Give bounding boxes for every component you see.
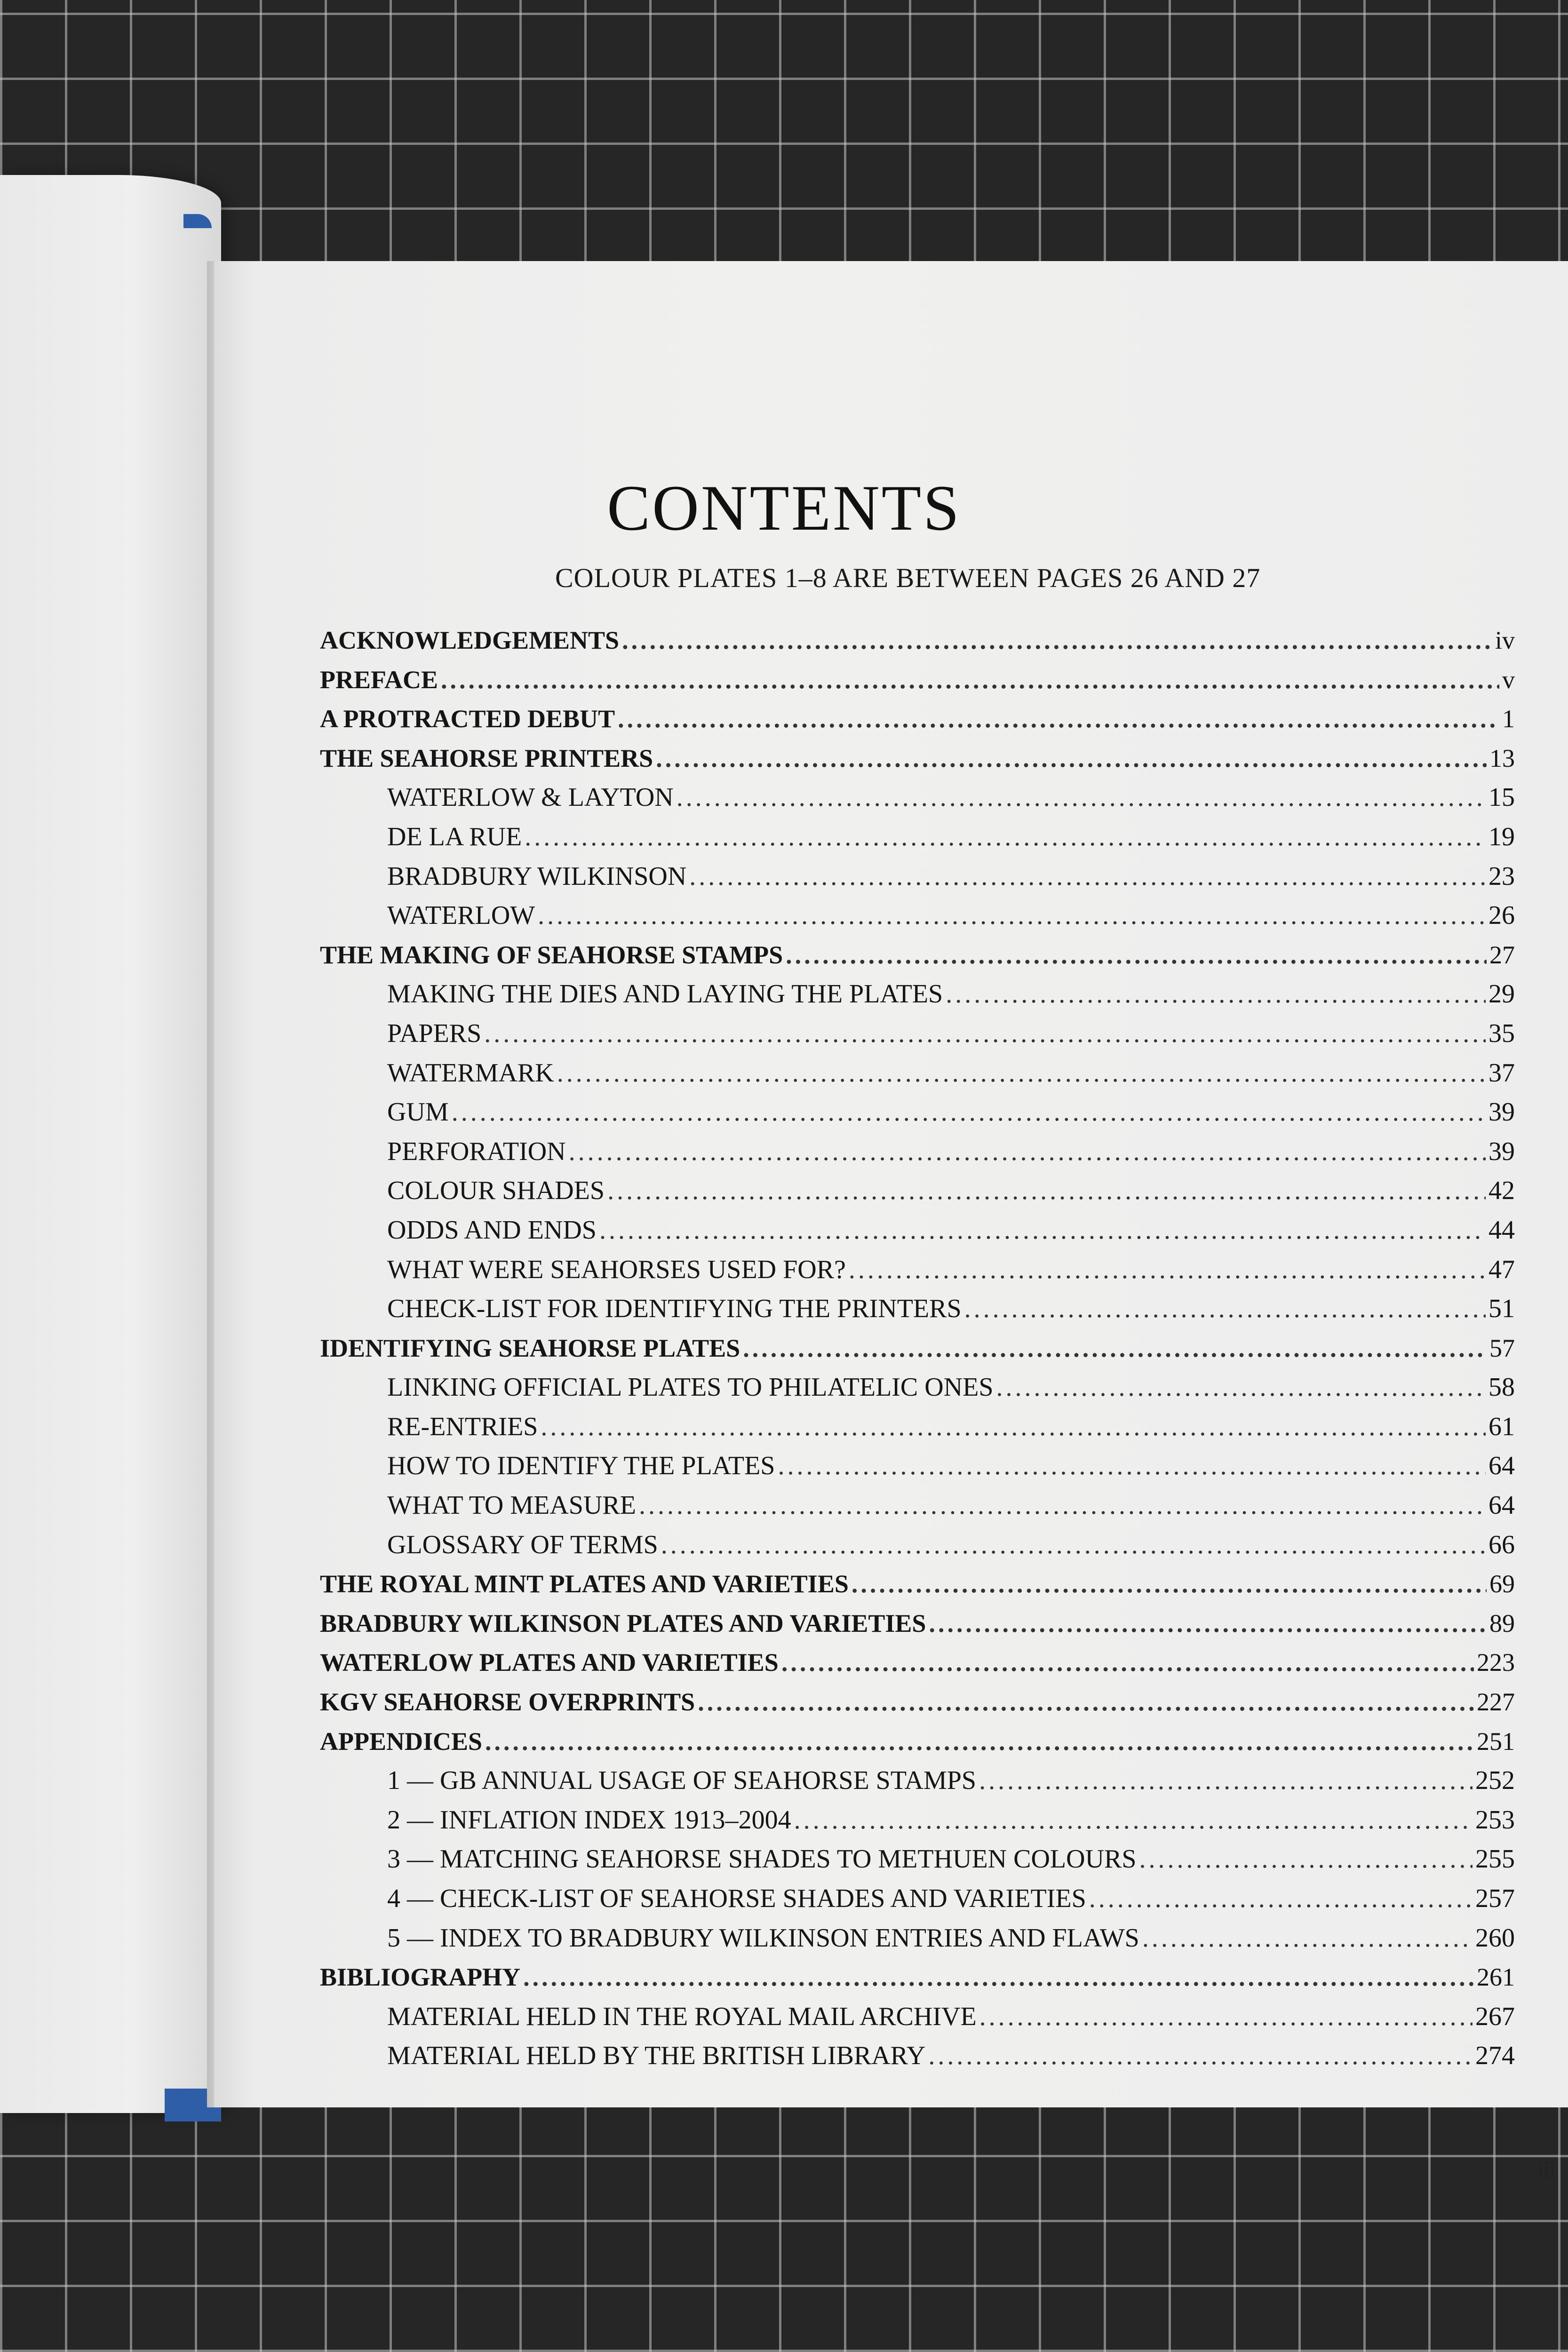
toc-entry-page: 44: [1488, 1215, 1515, 1245]
toc-entry: [320, 1604, 1515, 1644]
colour-plates-note: COLOUR PLATES 1–8 ARE BETWEEN PAGES 26 AND 27: [555, 563, 1261, 593]
dot-leader: [622, 621, 1492, 660]
toc-entry: [320, 1722, 1515, 1762]
dot-leader: [656, 739, 1487, 779]
dot-leader: [569, 1132, 1486, 1172]
toc-entry: [320, 1840, 1515, 1879]
toc-entry-label: WHAT TO MEASURE: [387, 1491, 636, 1520]
dot-leader: [541, 1407, 1486, 1447]
toc-entry: [320, 1014, 1515, 1054]
dot-leader: [849, 1250, 1486, 1290]
toc-entry-label: PERFORATION: [387, 1136, 566, 1166]
toc-entry-label: A PROTRACTED DEBUT: [320, 705, 615, 733]
toc-entry: [320, 1054, 1515, 1093]
toc-entry-page: 47: [1488, 1255, 1515, 1284]
dot-leader: [794, 1801, 1472, 1840]
toc-entry: [320, 1211, 1515, 1250]
dot-leader: [689, 857, 1486, 897]
toc-entry-label: WATERLOW & LAYTON: [387, 783, 674, 812]
toc-entry: [320, 1171, 1515, 1211]
dot-leader: [441, 660, 1499, 700]
toc-entry-label: THE MAKING OF SEAHORSE STAMPS: [320, 940, 783, 969]
toc-entry-page: 69: [1489, 1570, 1515, 1598]
toc-entry: [320, 1997, 1515, 2037]
toc-entry-label: 2 — INFLATION INDEX 1913–2004: [387, 1805, 791, 1835]
toc-entry-label: GLOSSARY OF TERMS: [387, 1530, 658, 1559]
toc-entry-page: 89: [1489, 1609, 1515, 1637]
toc-entry-label: WATERMARK: [387, 1058, 554, 1088]
toc-entry-page: 1: [1502, 705, 1515, 733]
toc-entry: [320, 1446, 1515, 1486]
toc-entry-label: KGV SEAHORSE OVERPRINTS: [320, 1688, 695, 1716]
page-title: CONTENTS: [607, 472, 961, 544]
toc-entry: [320, 621, 1515, 660]
toc-entry-label: 1 — GB ANNUAL USAGE OF SEAHORSE STAMPS: [387, 1766, 977, 1796]
dot-leader: [639, 1486, 1486, 1526]
toc-entry-page: 37: [1488, 1058, 1515, 1088]
toc-entry-page: 227: [1477, 1688, 1515, 1716]
toc-entry: [320, 975, 1515, 1014]
toc-entry-label: BIBLIOGRAPHY: [320, 1963, 521, 1992]
dot-leader: [607, 1171, 1486, 1211]
toc-entry-page: iv: [1495, 626, 1515, 654]
dot-leader: [484, 1014, 1486, 1054]
toc-entry-page: 223: [1477, 1648, 1515, 1677]
toc-entry-page: 29: [1488, 979, 1515, 1009]
dot-leader: [538, 896, 1486, 936]
toc-entry-page: 39: [1488, 1136, 1515, 1166]
toc-entry: [320, 1958, 1515, 1997]
toc-entry-label: HOW TO IDENTIFY THE PLATES: [387, 1451, 775, 1481]
toc-entry-label: LINKING OFFICIAL PLATES TO PHILATELIC ONES: [387, 1373, 994, 1402]
toc-entry: [320, 1761, 1515, 1801]
toc-entry-label: IDENTIFYING SEAHORSE PLATES: [320, 1334, 740, 1362]
toc-entry: [320, 857, 1515, 897]
toc-entry-label: THE SEAHORSE PRINTERS: [320, 744, 653, 772]
dot-leader: [525, 818, 1486, 857]
dot-leader: [452, 1093, 1486, 1132]
toc-entry-page: 57: [1489, 1334, 1515, 1362]
toc-entry: [320, 778, 1515, 818]
toc-entry-page: 261: [1477, 1963, 1515, 1992]
dot-leader: [979, 1761, 1472, 1801]
toc-entry-page: v: [1502, 665, 1515, 694]
toc-entry-label: ODDS AND ENDS: [387, 1215, 597, 1245]
toc-entry-label: ACKNOWLEDGEMENTS: [320, 626, 620, 654]
toc-entry-page: 253: [1475, 1805, 1515, 1835]
toc-entry-page: 66: [1488, 1530, 1515, 1559]
toc-entry-label: COLOUR SHADES: [387, 1176, 605, 1206]
toc-entry-label: MATERIAL HELD BY THE BRITISH LIBRARY: [387, 2041, 926, 2071]
toc-entry: [320, 1565, 1515, 1604]
dot-leader: [946, 975, 1486, 1014]
toc-entry-page: 13: [1489, 744, 1515, 772]
toc-entry-page: 61: [1488, 1412, 1515, 1441]
toc-entry-page: 39: [1488, 1097, 1515, 1127]
dot-leader: [557, 1054, 1486, 1093]
toc-entry: [320, 2036, 1515, 2076]
toc-entry: [320, 739, 1515, 779]
dot-leader: [781, 1643, 1474, 1683]
toc-entry: [320, 1643, 1515, 1683]
toc-entry-page: 267: [1475, 2002, 1515, 2031]
toc-entry-page: 255: [1475, 1844, 1515, 1874]
dot-leader: [677, 778, 1486, 818]
toc-entry-label: MAKING THE DIES AND LAYING THE PLATES: [387, 979, 943, 1009]
toc-entry-page: 252: [1475, 1766, 1515, 1796]
toc-entry: [320, 1801, 1515, 1840]
dot-leader: [778, 1446, 1486, 1486]
dot-leader: [852, 1565, 1487, 1604]
toc-entry-label: MATERIAL HELD IN THE ROYAL MAIL ARCHIVE: [387, 2002, 977, 2031]
dot-leader: [523, 1958, 1474, 1997]
toc-entry: [320, 1132, 1515, 1172]
toc-entry-page: 58: [1488, 1373, 1515, 1402]
toc-entry: [320, 1486, 1515, 1526]
toc-entry-label: PAPERS: [387, 1018, 482, 1048]
toc-entry: [320, 896, 1515, 936]
dot-leader: [786, 936, 1487, 975]
toc-entry-page: 51: [1488, 1294, 1515, 1324]
dot-leader: [661, 1526, 1486, 1565]
toc-entry-page: 257: [1475, 1884, 1515, 1913]
toc-entry: [320, 1250, 1515, 1290]
dot-leader: [698, 1683, 1474, 1722]
dot-leader: [743, 1329, 1487, 1368]
toc-entry-page: 26: [1488, 901, 1515, 930]
toc-entry: [320, 936, 1515, 975]
dot-leader: [928, 2036, 1472, 2076]
toc-entry: [320, 1368, 1515, 1407]
dot-leader: [964, 1289, 1486, 1329]
toc-entry-label: THE ROYAL MINT PLATES AND VARIETIES: [320, 1570, 849, 1598]
dot-leader: [1142, 1919, 1472, 1958]
dot-leader: [929, 1604, 1487, 1644]
toc-entry: [320, 1093, 1515, 1132]
toc-entry: [320, 818, 1515, 857]
toc-entry-page: 64: [1488, 1491, 1515, 1520]
dot-leader: [979, 1997, 1472, 2037]
toc-entry-label: BRADBURY WILKINSON: [387, 861, 687, 891]
toc-entry-page: 27: [1489, 940, 1515, 969]
page-number: iii: [1537, 2157, 1556, 2181]
toc-entry-page: 251: [1477, 1727, 1515, 1756]
toc-entry: [320, 1289, 1515, 1329]
toc-entry-label: RE-ENTRIES: [387, 1412, 538, 1441]
table-of-contents: [320, 621, 1515, 2076]
toc-entry: [320, 1919, 1515, 1958]
dot-leader: [996, 1368, 1486, 1407]
dot-leader: [485, 1722, 1474, 1762]
toc-entry-label: WHAT WERE SEAHORSES USED FOR?: [387, 1255, 846, 1284]
toc-entry-page: 260: [1475, 1923, 1515, 1953]
toc-entry: [320, 1407, 1515, 1447]
toc-entry-label: 4 — CHECK-LIST OF SEAHORSE SHADES AND VARIETIES: [387, 1884, 1086, 1913]
toc-entry-label: BRADBURY WILKINSON PLATES AND VARIETIES: [320, 1609, 926, 1637]
toc-entry-label: 3 — MATCHING SEAHORSE SHADES TO METHUEN COLOURS: [387, 1844, 1137, 1874]
toc-entry-page: 274: [1475, 2041, 1515, 2071]
toc-entry-label: GUM: [387, 1097, 449, 1127]
toc-entry-page: 35: [1488, 1018, 1515, 1048]
toc-entry: [320, 1683, 1515, 1722]
toc-entry-label: CHECK-LIST FOR IDENTIFYING THE PRINTERS: [387, 1294, 962, 1324]
toc-entry-label: 5 — INDEX TO BRADBURY WILKINSON ENTRIES AND FLAWS: [387, 1923, 1139, 1953]
toc-entry-page: 23: [1488, 861, 1515, 891]
toc-entry-page: 19: [1488, 822, 1515, 851]
toc-entry: [320, 1879, 1515, 1919]
toc-entry-page: 42: [1488, 1176, 1515, 1206]
toc-entry: [320, 1526, 1515, 1565]
dot-leader: [1089, 1879, 1472, 1919]
toc-entry: [320, 660, 1515, 700]
dot-leader: [599, 1211, 1486, 1250]
left-page: [0, 175, 221, 2113]
toc-entry-label: DE LA RUE: [387, 822, 522, 851]
toc-entry-page: 15: [1488, 783, 1515, 812]
dot-leader: [1139, 1840, 1473, 1879]
toc-entry-page: 64: [1488, 1451, 1515, 1481]
toc-entry: [320, 1329, 1515, 1368]
toc-entry-label: WATERLOW PLATES AND VARIETIES: [320, 1648, 779, 1677]
toc-entry-label: WATERLOW: [387, 901, 535, 930]
dot-leader: [618, 699, 1499, 739]
toc-entry-label: APPENDICES: [320, 1727, 483, 1756]
toc-entry-label: PREFACE: [320, 665, 438, 694]
toc-entry: [320, 699, 1515, 739]
